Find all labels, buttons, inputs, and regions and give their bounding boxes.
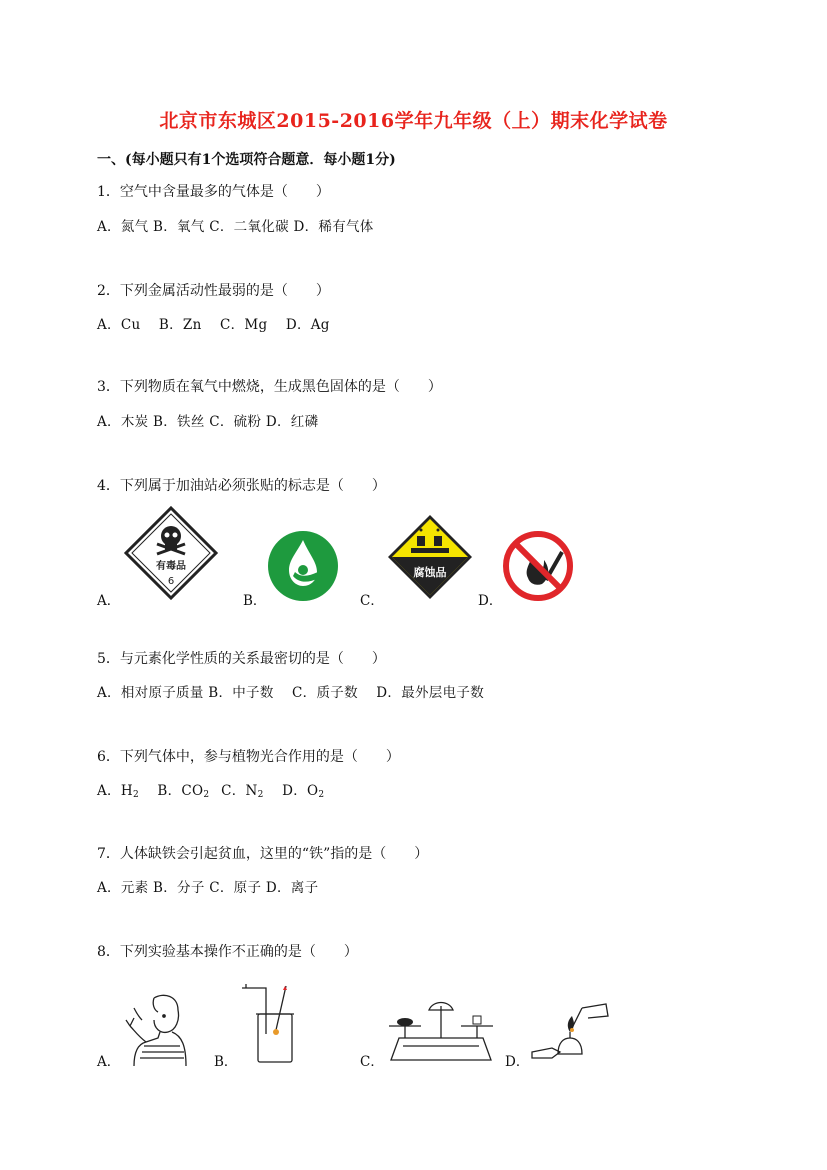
option-d: D．O: [282, 783, 319, 799]
question-2-options: A．Cu B．Zn C．Mg D．Ag: [97, 317, 330, 333]
page-title: 北京市东城区2015-2016学年九年级（上）期末化学试卷: [159, 110, 668, 132]
smelling-gas-illustration-icon: [124, 990, 190, 1066]
toxic-sign-number: 6: [167, 576, 175, 587]
option-c: C．N: [221, 783, 258, 799]
question-1-stem: 1．空气中含量最多的气体是（ ）: [97, 184, 330, 200]
subscript: 2: [132, 790, 139, 800]
question-5-stem: 5．与元素化学性质的关系最密切的是（ ）: [97, 651, 386, 667]
question-6-options: [97, 779, 324, 800]
question-1-options: A．氮气 B．氧气 C．二氧化碳 D．稀有气体: [97, 219, 374, 235]
balance-scale-illustration-icon: [383, 996, 499, 1064]
subscript: 2: [318, 790, 325, 800]
question-8-label-d: D．: [505, 1054, 530, 1070]
question-7-stem: 7．人体缺铁会引起贫血，这里的“铁”指的是（ ）: [97, 846, 429, 862]
question-5-options: A．相对原子质量 B．中子数 C．质子数 D．最外层电子数: [97, 685, 484, 701]
question-3-stem: 3．下列物质在氧气中燃烧，生成黑色固体的是（ ）: [97, 379, 442, 395]
gas-jar-illustration-icon: [238, 984, 304, 1064]
no-fire-sign-icon: [500, 530, 576, 602]
question-7-options: A．元素 B．分子 C．原子 D．离子: [97, 880, 319, 896]
corrosive-sign-icon: [387, 514, 473, 600]
question-4-label-b: B．: [243, 593, 267, 609]
option-b: B．CO: [157, 783, 204, 799]
option-a: A．H: [97, 783, 133, 799]
question-8-stem: 8．下列实验基本操作不正确的是（ ）: [97, 944, 358, 960]
toxic-sign-text: 有毒品: [156, 561, 186, 572]
question-4-label-d: D．: [478, 593, 503, 609]
water-saving-sign-icon: [267, 530, 339, 602]
subscript: 2: [257, 790, 264, 800]
question-8-label-a: A．: [97, 1054, 121, 1070]
question-3-options: A．木炭 B．铁丝 C．硫粉 D．红磷: [97, 414, 319, 430]
question-2-stem: 2．下列金属活动性最弱的是（ ）: [97, 283, 330, 299]
alcohol-lamp-illustration-icon: [528, 998, 612, 1066]
subscript: 2: [203, 790, 210, 800]
toxic-sign-icon: [124, 506, 218, 600]
question-6-stem: 6．下列气体中，参与植物光合作用的是（ ）: [97, 749, 400, 765]
corrosive-sign-text: 腐蚀品: [413, 566, 447, 579]
question-8-label-c: C．: [360, 1054, 384, 1070]
question-4-label-c: C．: [360, 593, 384, 609]
question-4-stem: 4．下列属于加油站必须张贴的标志是（ ）: [97, 478, 386, 494]
question-8-label-b: B．: [214, 1054, 238, 1070]
section-heading: 一、(每小题只有1个选项符合题意．每小题1分): [97, 152, 396, 168]
question-4-label-a: A．: [97, 593, 121, 609]
